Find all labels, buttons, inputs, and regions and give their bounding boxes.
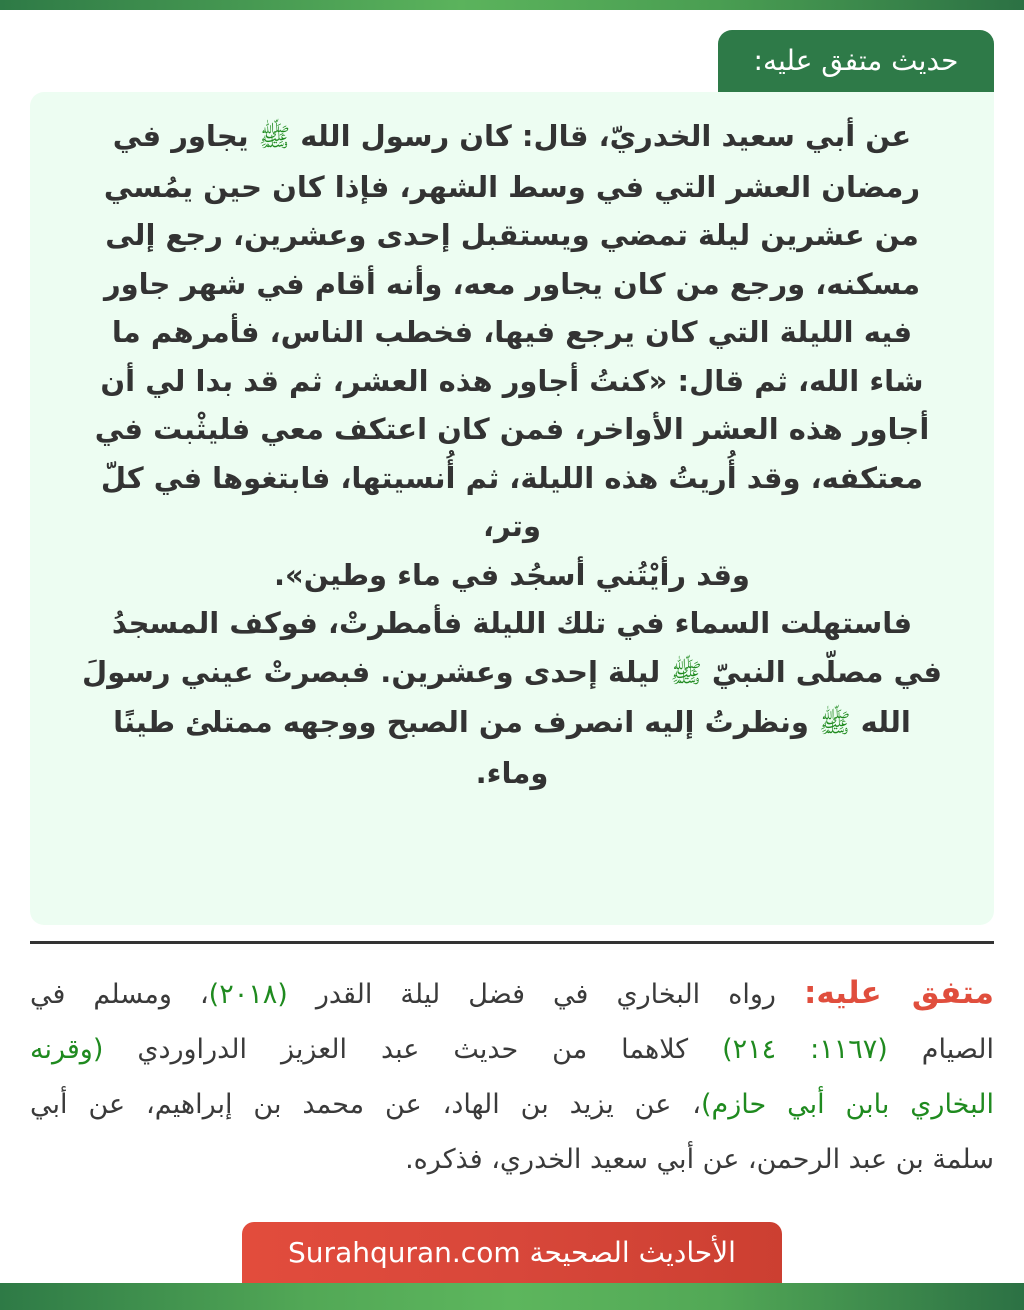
source-note-green: (وقرنه <box>30 1034 104 1065</box>
salallahu-alayhi-wasallam-icon: ﷺ <box>258 123 291 153</box>
hadith-text: يجاور في <box>112 119 249 153</box>
source-line-3 <box>30 1077 994 1132</box>
hadith-line-8: معتكفه، وقد أُريتُ هذه الليلة، ثم أُنسيتها، فابتغوها في كلّ <box>100 460 924 495</box>
hadith-line-6: شاء الله، ثم قال: «كنتُ أجاور هذه العشر، ثم قد بدا لي أن <box>100 363 924 398</box>
hadith-text: ليلة إحدى وعشرين. فبصرتْ عيني رسولَ <box>82 654 661 689</box>
salallahu-alayhi-wasallam-icon: ﷺ <box>670 658 702 689</box>
hadith-line-3: من عشرين ليلة تمضي ويستقبل إحدى وعشرين، رجع إلى <box>105 218 919 252</box>
bukhari-reference-number: (٢٠١٨) <box>208 979 288 1010</box>
muslim-reference-number: (١١٦٧: ٢١٤) <box>722 1034 888 1065</box>
hadith-line-9: وتر، <box>483 509 541 543</box>
source-note-green: البخاري بابن أبي حازم) <box>700 1089 994 1120</box>
hadith-line-7: أجاور هذه العشر الأواخر، فمن كان اعتكف معي فليثْبت في <box>94 412 930 446</box>
hadith-line-13 <box>52 698 972 749</box>
hadith-text: في مصلّى النبيّ <box>711 654 942 689</box>
bottom-decorative-bar <box>0 1283 1024 1310</box>
hadith-line-2: رمضان العشر التي في وسط الشهر، فإذا كان حين يمُسي <box>103 169 921 204</box>
hadith-text: عن أبي سعيد الخدريّ، قال: كان رسول الله <box>300 119 912 153</box>
hadith-type-label: حديث متفق عليه: <box>753 44 959 77</box>
top-decorative-bar <box>0 0 1024 10</box>
hadith-line-5: فيه الليلة التي كان يرجع فيها، فخطب الناس، فأمرهم ما <box>111 315 913 349</box>
hadith-line-10: وقد رأيْتُني أسجُد في ماء وطين». <box>274 557 750 592</box>
hadith-line-12 <box>52 648 972 699</box>
hadith-type-tag <box>718 30 994 92</box>
source-text: كلاهما من حديث عبد العزيز الدراوردي <box>137 1034 689 1065</box>
hadith-text: ونظرتُ إليه انصرف من الصبح ووجهه ممتلئ طينًا <box>113 705 809 739</box>
source-line-2 <box>30 1022 994 1077</box>
site-button-label: الأحاديث الصحيحة Surahquran.com <box>288 1236 736 1269</box>
hadith-line-11: فاستهلت السماء في تلك الليلة فأمطرتْ، فوكف المسجدُ <box>111 606 913 640</box>
source-text: رواه البخاري في فضل ليلة القدر <box>315 979 776 1010</box>
source-line-1 <box>30 966 994 1022</box>
surahquran-site-button[interactable] <box>242 1222 782 1283</box>
source-text: الصيام <box>921 1034 994 1065</box>
section-divider <box>30 941 994 944</box>
hadith-line-14: وماء. <box>475 755 549 790</box>
muttafaq-alayh-label: متفق عليه: <box>803 975 994 1011</box>
source-line-4: سلمة بن عبد الرحمن، عن أبي سعيد الخدري، فذكره. <box>405 1144 994 1175</box>
source-text: ، ومسلم في <box>30 979 209 1010</box>
hadith-text-card <box>30 92 994 925</box>
hadith-line-4: مسكنه، ورجع من كان يجاور معه، وأنه أقام في شهر جاور <box>103 266 921 301</box>
hadith-text: الله <box>860 705 911 739</box>
hadith-line-1 <box>52 112 972 163</box>
hadith-source-paragraph <box>30 966 994 1187</box>
salallahu-alayhi-wasallam-icon: ﷺ <box>819 709 851 739</box>
source-text: ، عن يزيد بن الهاد، عن محمد بن إبراهيم، عن أبي <box>30 1089 701 1120</box>
